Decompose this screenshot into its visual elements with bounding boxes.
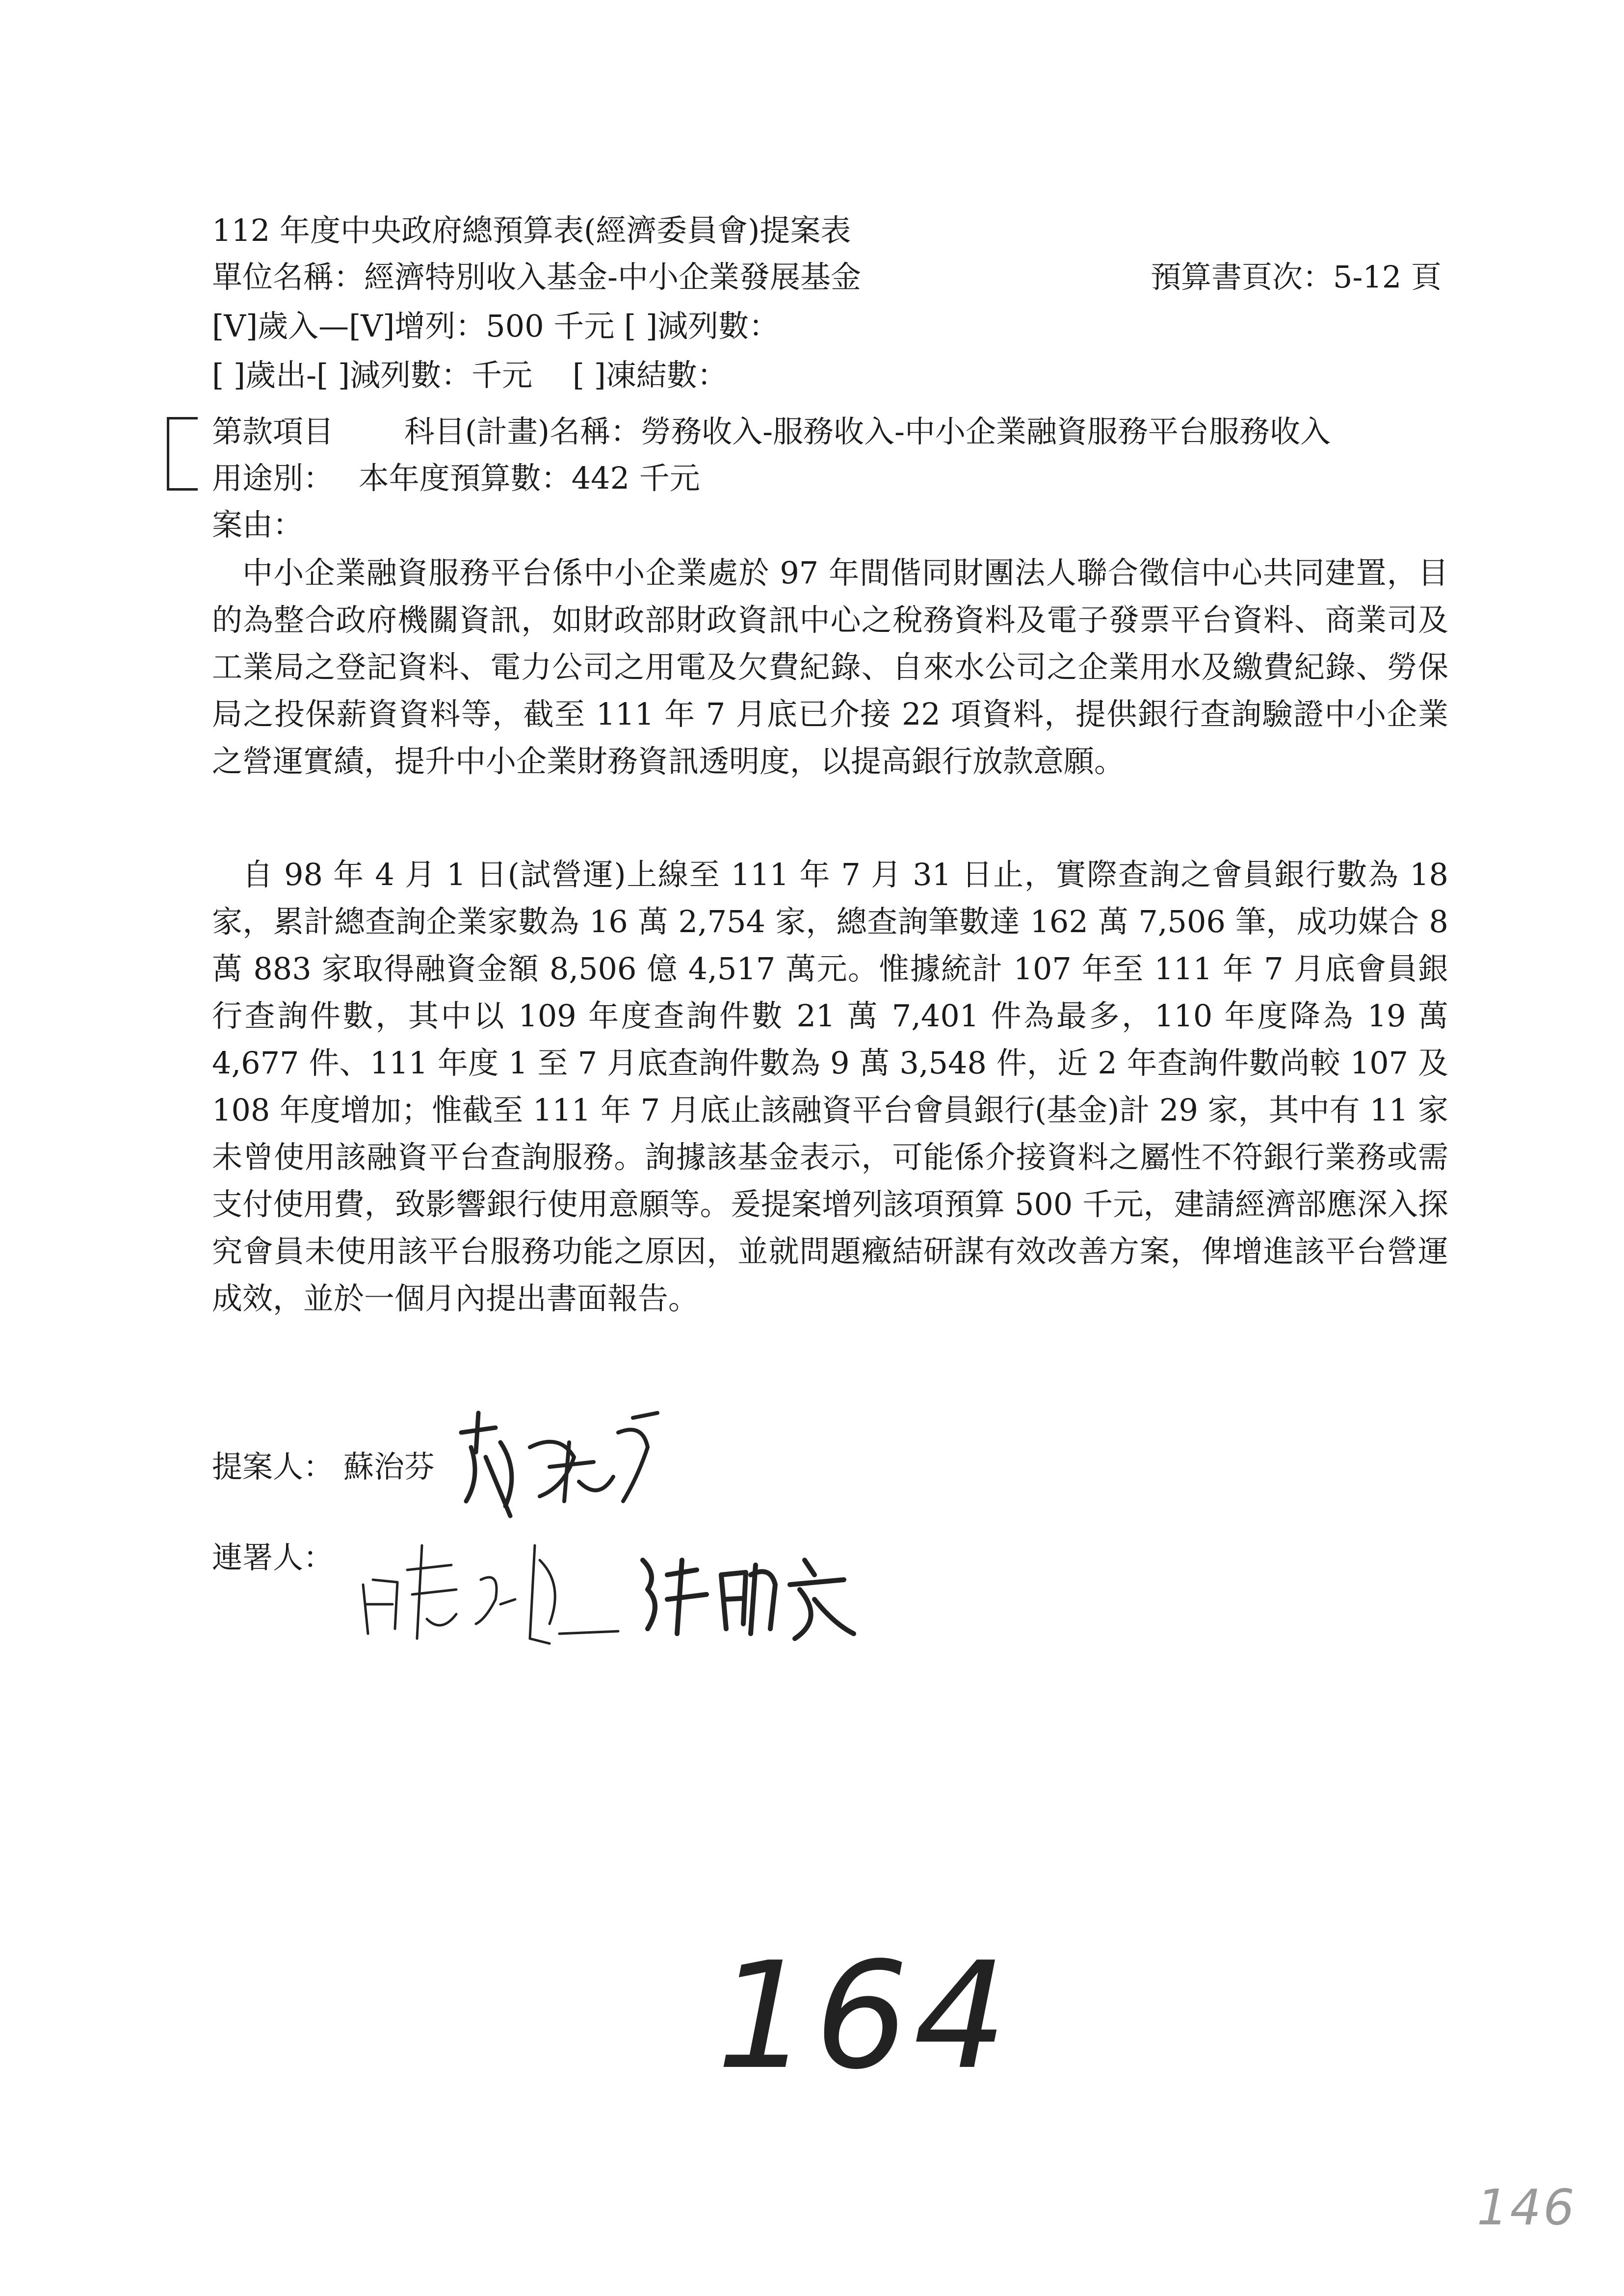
cosigner-signature-2 bbox=[628, 1545, 864, 1644]
item-line: 第款項目 科目(計畫)名稱：勞務收入-服務收入-中小企業融資服務平台服務收入 bbox=[212, 414, 1331, 449]
handwritten-page-number: 164 bbox=[716, 1931, 1012, 2102]
expense-line: [ ]歲出-[ ]減列數：千元 [ ]凍結數： bbox=[212, 357, 728, 393]
stamped-page-number: 146 bbox=[1477, 2179, 1576, 2236]
cosigner-label: 連署人： bbox=[212, 1539, 334, 1575]
document-title: 112 年度中央政府總預算表(經濟委員會)提案表 bbox=[212, 212, 851, 248]
case-paragraph-2: 自 98 年 4 月 1 日(試營運)上線至 111 年 7 月 31 日止，實際查詢之會員銀行數為 18 家，累計總查詢企業家數為 16 萬 2,754 家，總查詢筆數達 162 萬 7,506 筆，成功媒合 8 萬 883 家取得融資金額 8,506 億 4,517 萬元。惟據統計 107 年至 111 年 7 月底會員銀行查詢件數，其中以 109 年度查詢件數 21 萬 7,401 件為最多，110 年度降為 19 萬 4,677 件、111 年度 1 至 7 月底查詢件數為 9 萬 3,548 件，近 2 年查詢件數尚較 107 及 108 年度增加；惟截至 111 年 7 月底止該融資平台會員銀行(基金)計 29 家，其中有 11 家未曾使用該融資平台查詢服務。詢據該基金表示，可能係介接資料之屬性不符銀行業務或需支付使用費，致影響銀行使用意願等。爰提案增列該項預算 500 千元，建請經濟部應深入探究會員未使用該平台服務功能之原因，並就問題癥結研謀有效改善方案，俾增進該平台營運成效，並於一個月內提出書面報告。 bbox=[212, 857, 1448, 1316]
item-bracket bbox=[167, 417, 198, 491]
case-paragraph-1: 中小企業融資服務平台係中小企業處於 97 年間偕同財團法人聯合徵信中心共同建置，目的為整合政府機關資訊，如財政部財政資訊中心之稅務資料及電子發票平台資料、商業司及工業局之登記資料、電力公司之用電及欠費紀錄、自來水公司之企業用水及繳費紀錄、勞保局之投保薪資資料等，截至 111 年 7 月底已介接 22 項資料，提供銀行查詢驗證中小企業之營運實績，提升中小企業財務資訊透明度，以提高銀行放款意願。 bbox=[212, 555, 1448, 779]
revenue-line: [V]歲入—[V]增列：500 千元 [ ]減列數： bbox=[212, 308, 780, 344]
usage-line: 用途別： 本年度預算數：442 千元 bbox=[212, 460, 700, 496]
proposer-signature bbox=[451, 1403, 677, 1531]
case-label: 案由： bbox=[212, 507, 304, 543]
proposer-name: 蘇治芬 bbox=[343, 1449, 435, 1485]
proposer-label: 提案人： bbox=[212, 1449, 334, 1485]
cosigner-signature-1 bbox=[353, 1526, 628, 1648]
unit-name: 單位名稱：經濟特別收入基金-中小企業發展基金 bbox=[212, 259, 861, 295]
budget-page-ref: 預算書頁次：5-12 頁 bbox=[1151, 259, 1441, 295]
